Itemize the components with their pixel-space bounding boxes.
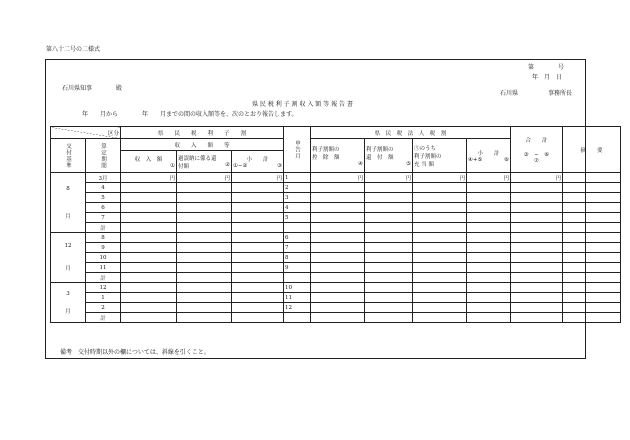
shunyu-gaku-cell[interactable]: [121, 203, 177, 213]
shunyu-gaku-cell[interactable]: 円: [121, 173, 177, 183]
rishi-koujo-line2: 控 除 額: [312, 154, 340, 161]
footer-note: 備考 交付時期以外の欄については、斜線を引くこと。: [60, 349, 210, 356]
rishi-kanpu-cell[interactable]: [365, 183, 413, 193]
juutou-cell[interactable]: [413, 273, 467, 283]
rishi-kanpu-cell[interactable]: [365, 213, 413, 223]
kago-line1: 過誤納に係る還: [178, 155, 217, 162]
rishi-shoukei-cell[interactable]: [232, 213, 284, 223]
rishi-kanpu-cell[interactable]: [365, 233, 413, 243]
table-row: [51, 263, 621, 273]
hojin-shoukei-cell[interactable]: [467, 183, 511, 193]
hojin-shoukei-cell[interactable]: [467, 303, 511, 313]
hojin-header: 県 民 税 法 人 税 割: [311, 127, 511, 139]
hojin-shoukei-cell[interactable]: [467, 253, 511, 263]
shunyu-gaku-cell[interactable]: [121, 273, 177, 283]
shinkoku-cell: 12: [284, 303, 311, 313]
rishi-kanpu-cell[interactable]: [365, 193, 413, 203]
hojin-shoukei-label: 小 計: [477, 150, 500, 157]
rishi-kanpu-cell[interactable]: [365, 303, 413, 313]
juutou-cell[interactable]: [413, 263, 467, 273]
kofu-kijun-month: 8: [66, 185, 70, 192]
tekiyou-cell[interactable]: [563, 253, 621, 263]
tekiyou-cell[interactable]: [563, 313, 621, 323]
santei-kikan-cell: 5: [86, 193, 121, 203]
rishi-shoukei-cell[interactable]: [232, 303, 284, 313]
table-row: [51, 303, 621, 313]
tekiyou-cell[interactable]: [563, 223, 621, 233]
tekiyou-cell[interactable]: [563, 193, 621, 203]
kago-cell[interactable]: [177, 253, 232, 263]
tekiyou-cell[interactable]: [563, 233, 621, 243]
santei-kikan-cell: 1: [86, 293, 121, 303]
rishi-kanpu-cell[interactable]: [365, 273, 413, 283]
santei-kikan-cell: 3月: [86, 173, 121, 183]
juutou-cell[interactable]: [413, 313, 467, 323]
rishi-shoukei-cell[interactable]: [232, 183, 284, 193]
juutou-cell[interactable]: [413, 223, 467, 233]
rishi-koujo-cell[interactable]: [311, 243, 365, 253]
kago-cell[interactable]: [177, 303, 232, 313]
kago-cell[interactable]: [177, 243, 232, 253]
rishi-shoukei-label: 小 計: [246, 156, 269, 163]
rishi-shoukei-cell[interactable]: [232, 313, 284, 323]
shunyu-gaku-cell[interactable]: [121, 293, 177, 303]
goukei-label: 合 計: [525, 137, 548, 144]
shinkoku-cell: 3: [284, 193, 311, 203]
kofu-kijun-month: 12: [64, 243, 72, 249]
tekiyou-cell[interactable]: [563, 183, 621, 193]
shinkoku-cell: [284, 273, 311, 283]
rishi-shoukei-cell[interactable]: [232, 273, 284, 283]
santei-kikan-cell: 2: [86, 303, 121, 313]
shunyu-gaku-cell[interactable]: [121, 233, 177, 243]
goukei-cell[interactable]: [511, 233, 563, 243]
kago-cell[interactable]: [177, 273, 232, 283]
rishi-koujo-cell[interactable]: [311, 253, 365, 263]
hojin-shoukei-header: [467, 139, 511, 173]
table-row: [51, 173, 621, 183]
rishi-kanpu-cell[interactable]: [365, 313, 413, 323]
rishi-koujo-cell[interactable]: [311, 273, 365, 283]
goukei-cell[interactable]: 円: [511, 173, 563, 183]
rishi-shoukei-cell[interactable]: [232, 293, 284, 303]
santei-kikan-cell: 11: [86, 263, 121, 273]
goukei-cell[interactable]: [511, 243, 563, 253]
rishi-kanpu-cell[interactable]: [365, 203, 413, 213]
table-row: [51, 233, 621, 243]
tekiyou-cell[interactable]: [563, 303, 621, 313]
rishi-koujo-cell[interactable]: [311, 213, 365, 223]
juutou-cell[interactable]: [413, 193, 467, 203]
goukei-cell[interactable]: [511, 293, 563, 303]
shunyu-gaku-cell[interactable]: [121, 283, 177, 293]
shinkoku-cell: 10: [284, 283, 311, 293]
goukei-cell[interactable]: [511, 273, 563, 283]
tekiyou-cell[interactable]: [563, 213, 621, 223]
table-row: [51, 253, 621, 263]
hojin-shoukei-cell[interactable]: [467, 203, 511, 213]
table-row: [51, 313, 621, 323]
addressee: 石川県知事 殿: [62, 85, 123, 92]
c2-label: ②: [225, 161, 230, 168]
tekiyou-cell[interactable]: [563, 283, 621, 293]
shinkoku-cell: 5: [284, 213, 311, 223]
kago-cell[interactable]: [177, 213, 232, 223]
goukei-cell[interactable]: [511, 263, 563, 273]
santei-kikan-cell: 9: [86, 243, 121, 253]
table-row: [51, 223, 621, 233]
shinkoku-cell: 8: [284, 253, 311, 263]
shunyu-gaku-label: 収 入 額: [134, 156, 163, 163]
table-row: [51, 193, 621, 203]
juutou-header: [413, 139, 467, 173]
goukei-cell[interactable]: [511, 213, 563, 223]
shunyu-gaku-cell[interactable]: [121, 243, 177, 253]
rishi-shoukei-cell[interactable]: [232, 283, 284, 293]
juutou-cell[interactable]: [413, 183, 467, 193]
shunyu-gaku-cell[interactable]: [121, 213, 177, 223]
table-row: [51, 293, 621, 303]
rishi-shoukei-cell[interactable]: [232, 203, 284, 213]
goukei-header: [511, 127, 563, 173]
kofu-kijun-tsuki: 月: [65, 266, 71, 272]
tekiyou-cell[interactable]: [563, 263, 621, 273]
table-row: [51, 203, 621, 213]
kago-cell[interactable]: [177, 193, 232, 203]
c5-label: ⑤: [406, 160, 411, 167]
kago-cell[interactable]: 円: [177, 173, 232, 183]
kofu-kijun-tsuki: 月: [65, 308, 71, 315]
juutou-cell[interactable]: [413, 203, 467, 213]
santei-kikan-header: 算定期間: [86, 139, 121, 173]
rishi-kanpu-cell[interactable]: [365, 243, 413, 253]
office-name: 石川県 事務所長: [500, 90, 573, 97]
hojin-shoukei-cell[interactable]: [467, 223, 511, 233]
shinkoku-cell: 9: [284, 263, 311, 273]
kofu-kijun-cell: [51, 283, 86, 323]
juutou-cell[interactable]: [413, 283, 467, 293]
rishi-koujo-cell[interactable]: [311, 303, 365, 313]
c12-label: ①−②: [233, 162, 248, 169]
juutou-cell[interactable]: [413, 303, 467, 313]
shunyu-gaku-cell[interactable]: [121, 313, 177, 323]
rishi-koujo-cell[interactable]: [311, 283, 365, 293]
table-row: [51, 273, 621, 283]
kofu-kijun-cell: [51, 173, 86, 233]
rishi-koujo-cell[interactable]: [311, 263, 365, 273]
juutou-cell[interactable]: [413, 233, 467, 243]
c45-label: ④+⑤: [468, 156, 483, 163]
rishi-koujo-cell[interactable]: 円: [311, 173, 365, 183]
juutou-cell[interactable]: [413, 253, 467, 263]
form-number: 第八十二号の二様式: [46, 46, 101, 53]
hojin-shoukei-cell[interactable]: [467, 243, 511, 253]
tekiyou-cell[interactable]: [563, 173, 621, 183]
kago-line2-text: 付額: [178, 163, 190, 170]
rishi-koujo-cell[interactable]: [311, 233, 365, 243]
kago-cell[interactable]: [177, 183, 232, 193]
hojin-shoukei-cell[interactable]: 円: [467, 173, 511, 183]
shinkoku-cell: 11: [284, 293, 311, 303]
goukei-cell[interactable]: [511, 303, 563, 313]
tekiyou-header: 摘 要: [563, 127, 621, 173]
goukei-cell[interactable]: [511, 193, 563, 203]
juutou-cell[interactable]: [413, 243, 467, 253]
rishi-shoukei-cell[interactable]: [232, 233, 284, 243]
rishi-shoukei-cell[interactable]: [232, 253, 284, 263]
rishi-shoukei-cell[interactable]: [232, 263, 284, 273]
goukei-cell[interactable]: [511, 283, 563, 293]
shunyu-gaku-cell[interactable]: [121, 223, 177, 233]
kago-header: [177, 151, 232, 173]
goukei-formula: ③ − ⑥: [523, 151, 550, 158]
rishi-kanpu-cell[interactable]: [365, 253, 413, 263]
c1-label: ①: [170, 162, 175, 169]
santei-kikan-cell: 計: [86, 313, 121, 323]
c6-label: ⑥: [504, 156, 509, 163]
hojin-shoukei-cell[interactable]: [467, 263, 511, 273]
rishi-shoukei-cell[interactable]: 円: [232, 173, 284, 183]
tekiyou-cell[interactable]: [563, 273, 621, 283]
santei-kikan-cell: 12: [86, 283, 121, 293]
santei-kikan-cell: 7: [86, 213, 121, 223]
rishi-shoukei-header: [232, 151, 284, 173]
rishi-koujo-cell[interactable]: [311, 203, 365, 213]
juutou-line1: ⑤のうち: [414, 145, 437, 152]
goukei-cell[interactable]: [511, 313, 563, 323]
rishi-koujo-cell[interactable]: [311, 223, 365, 233]
goukei-cell[interactable]: [511, 223, 563, 233]
juutou-line2: 利子割額の: [414, 153, 442, 160]
rishi-kanpu-cell[interactable]: [365, 223, 413, 233]
santei-kikan-cell: 6: [86, 203, 121, 213]
kofu-kijun-header: 交付基準: [51, 139, 86, 173]
kago-cell[interactable]: [177, 223, 232, 233]
rishi-koujo-cell[interactable]: [311, 193, 365, 203]
shunyu-gaku-header: [121, 151, 177, 173]
shinkoku-header: 申告月: [284, 127, 311, 173]
santei-kikan-cell: 4: [86, 183, 121, 193]
shunyu-gaku-cell[interactable]: [121, 303, 177, 313]
santei-kikan-cell: 8: [86, 233, 121, 243]
kago-line2: [178, 162, 230, 170]
shinkoku-cell: [284, 313, 311, 323]
rishi-shoukei-cell[interactable]: [232, 223, 284, 233]
report-date: 年 月 日: [532, 74, 563, 81]
page-title: 県 民 税 利 子 割 収 入 額 等 報 告 書: [252, 101, 353, 108]
kofu-kijun-month: 3: [66, 290, 70, 297]
rishi-kanpu-cell[interactable]: [365, 293, 413, 303]
shunyu-gaku-cell[interactable]: [121, 183, 177, 193]
shinkoku-cell: 7: [284, 243, 311, 253]
juutou-line3: 充 当 額: [414, 161, 434, 168]
rishiwari-header: 県 民 税 利 子 割: [121, 127, 284, 139]
c3-label: ③: [277, 162, 282, 169]
hojin-shoukei-cell[interactable]: [467, 293, 511, 303]
santei-kikan-cell: 計: [86, 223, 121, 233]
table-row: [51, 183, 621, 193]
hojin-shoukei-cell[interactable]: [467, 283, 511, 293]
rishi-kanpu-line1: 利子割額の: [366, 146, 394, 153]
hojin-shoukei-cell[interactable]: [467, 213, 511, 223]
shunyu-gaku-cell[interactable]: [121, 263, 177, 273]
document-number: 第 号: [528, 64, 565, 71]
kago-cell[interactable]: [177, 313, 232, 323]
goukei-number: ⑦: [534, 157, 539, 164]
table-row: [51, 243, 621, 253]
hojin-shoukei-formula: [468, 157, 509, 163]
shunyu-gaku-cell[interactable]: [121, 193, 177, 203]
hojin-shoukei-cell[interactable]: [467, 193, 511, 203]
table-row: [51, 283, 621, 293]
hojin-shoukei-cell[interactable]: [467, 273, 511, 283]
hojin-shoukei-cell[interactable]: [467, 313, 511, 323]
hojin-shoukei-cell[interactable]: [467, 233, 511, 243]
tekiyou-cell[interactable]: [563, 243, 621, 253]
kago-cell[interactable]: [177, 263, 232, 273]
goukei-cell[interactable]: [511, 203, 563, 213]
kofu-kijun-cell: [51, 233, 86, 283]
rishi-koujo-cell[interactable]: [311, 313, 365, 323]
rishi-kanpu-cell[interactable]: [365, 283, 413, 293]
report-table: [50, 126, 621, 323]
tekiyou-cell[interactable]: [563, 203, 621, 213]
juutou-cell[interactable]: 円: [413, 173, 467, 183]
rishi-koujo-cell[interactable]: [311, 183, 365, 193]
kago-cell[interactable]: [177, 233, 232, 243]
rishi-kanpu-cell[interactable]: 円: [365, 173, 413, 183]
shunyu-to-header: 収 入 額 等: [121, 139, 284, 151]
rishi-shoukei-cell[interactable]: [232, 243, 284, 253]
shinkoku-cell: 4: [284, 203, 311, 213]
goukei-cell[interactable]: [511, 253, 563, 263]
rishi-koujo-header: [311, 139, 365, 173]
rishi-shoukei-cell[interactable]: [232, 193, 284, 203]
kubun-header: 区分: [51, 127, 121, 139]
juutou-cell[interactable]: [413, 213, 467, 223]
shunyu-gaku-cell[interactable]: [121, 253, 177, 263]
juutou-cell[interactable]: [413, 293, 467, 303]
shinkoku-cell: 2: [284, 183, 311, 193]
shinkoku-cell: [284, 223, 311, 233]
rishi-koujo-line1: 利子割額の: [312, 146, 340, 153]
c4-label: ④: [358, 160, 363, 167]
shinkoku-cell: 1: [284, 173, 311, 183]
kago-cell[interactable]: [177, 293, 232, 303]
kofu-kijun-tsuki: 月: [65, 213, 71, 220]
rishi-kanpu-header: [365, 139, 413, 173]
rishi-koujo-cell[interactable]: [311, 293, 365, 303]
santei-kikan-cell: 計: [86, 273, 121, 283]
table-row: [51, 213, 621, 223]
shinkoku-cell: 6: [284, 233, 311, 243]
tekiyou-cell[interactable]: [563, 293, 621, 303]
goukei-cell[interactable]: [511, 183, 563, 193]
intro-text: 年 月から 年 月までの間の収入額等を、次のとおり報告します。: [82, 111, 298, 118]
kago-cell[interactable]: [177, 203, 232, 213]
santei-kikan-cell: 10: [86, 253, 121, 263]
kago-cell[interactable]: [177, 283, 232, 293]
rishi-shoukei-formula: [233, 163, 282, 169]
rishi-kanpu-line2: 還 付 額: [366, 154, 394, 161]
rishi-kanpu-cell[interactable]: [365, 263, 413, 273]
